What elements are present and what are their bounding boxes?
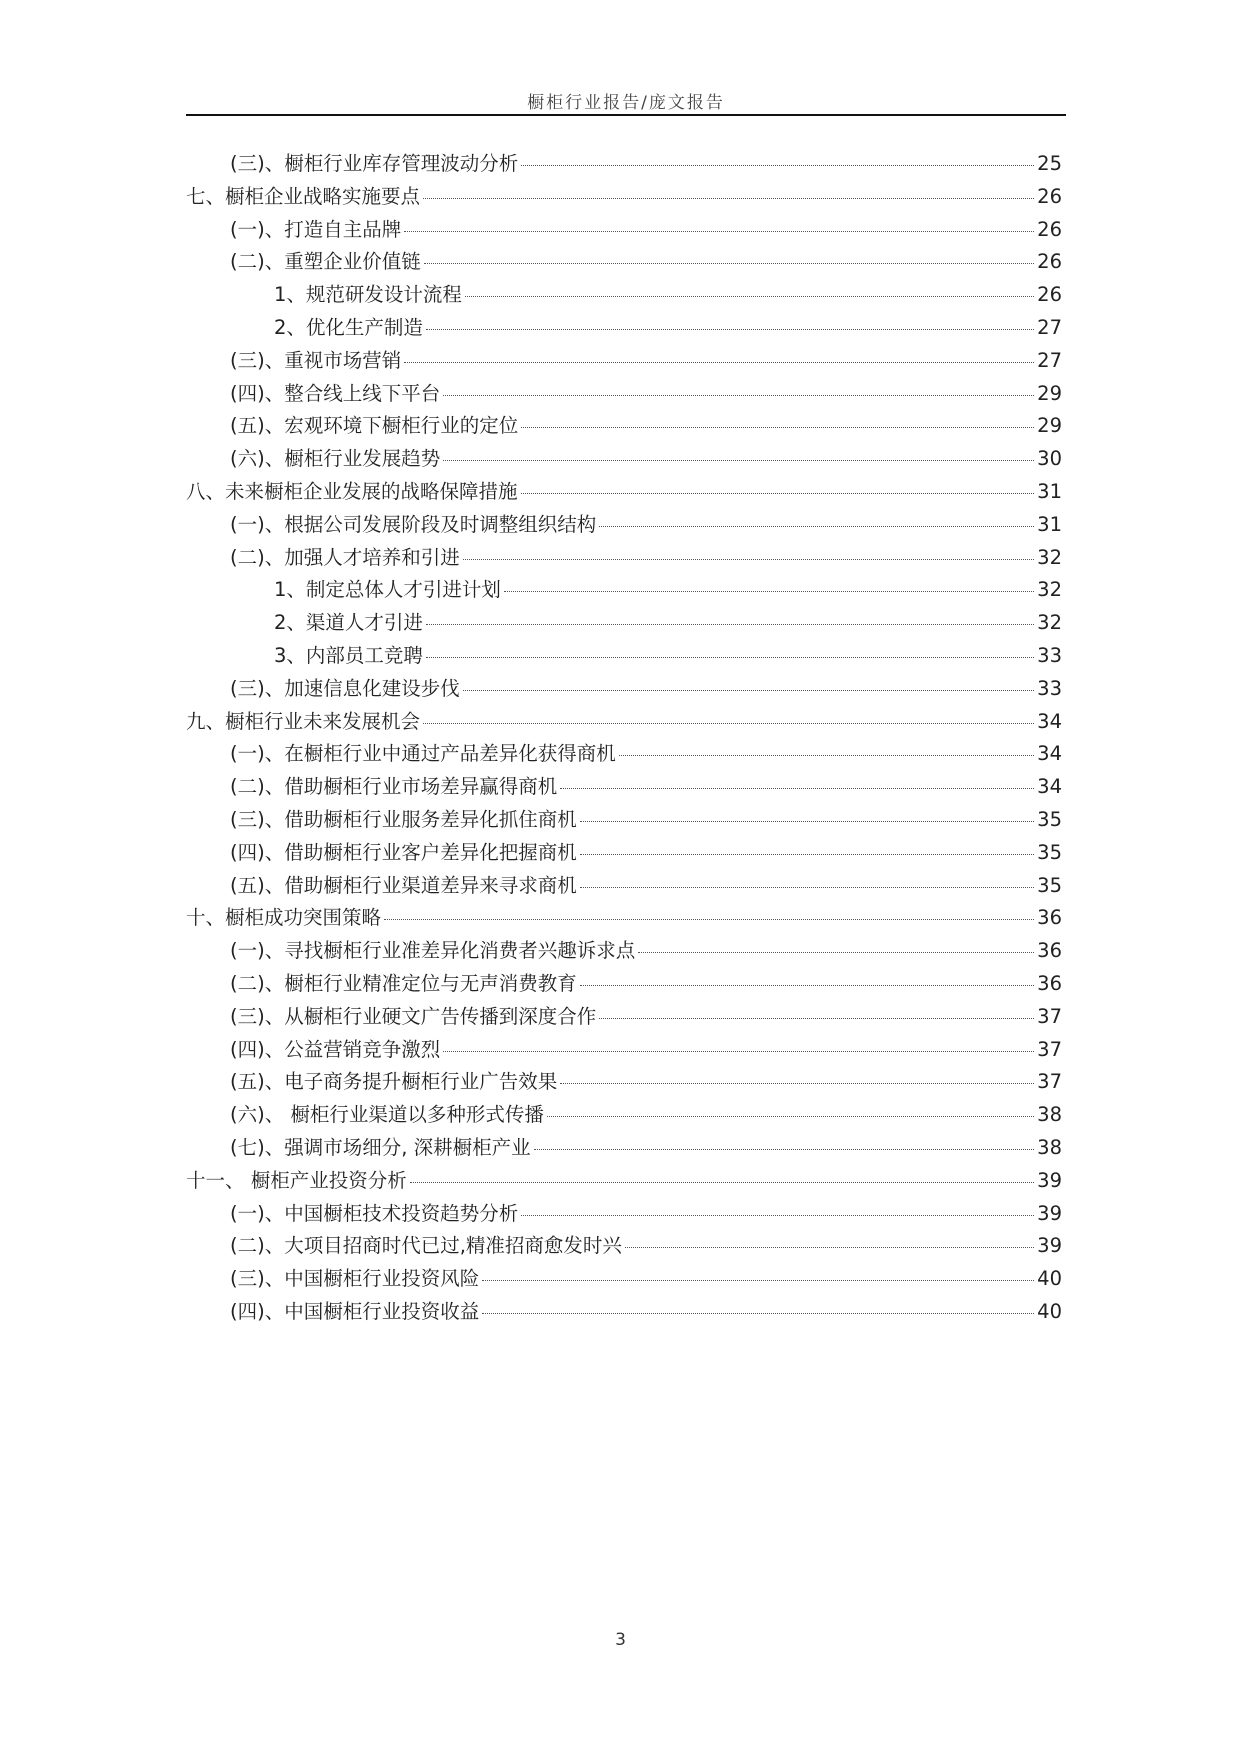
toc-leader-dots [463,689,1034,691]
toc-entry[interactable] [186,870,1062,903]
toc-leader-dots [404,361,1034,363]
toc-entry-label: (五)、借助橱柜行业渠道差异来寻求商机 [230,873,577,897]
toc-entry-page: 33 [1037,643,1062,667]
toc-entry-label: (三)、中国橱柜行业投资风险 [230,1267,480,1291]
toc-entry[interactable] [186,771,1062,804]
toc-leader-dots [619,754,1034,756]
toc-entry-page: 40 [1037,1267,1062,1291]
toc-entry[interactable] [186,574,1062,607]
toc-leader-dots [580,820,1034,822]
toc-entry-label: 十一、 橱柜产业投资分析 [186,1168,407,1192]
toc-entry-page: 35 [1037,840,1062,864]
toc-entry[interactable] [186,378,1062,411]
toc-entry[interactable] [186,1165,1062,1198]
toc-entry[interactable] [186,1066,1062,1099]
toc-entry-page: 32 [1037,545,1062,569]
toc-entry-page: 37 [1037,1070,1062,1094]
toc-leader-dots [404,230,1034,232]
toc-entry[interactable] [186,509,1062,542]
toc-entry-label: (五)、电子商务提升橱柜行业广告效果 [230,1070,558,1094]
toc-entry-label: (六)、橱柜行业发展趋势 [230,447,441,471]
toc-leader-dots [423,197,1034,199]
toc-entry-page: 34 [1037,742,1062,766]
toc-entry-page: 32 [1037,611,1062,635]
toc-entry-page: 27 [1037,315,1062,339]
toc-entry[interactable] [186,1230,1062,1263]
toc-entry[interactable] [186,738,1062,771]
toc-leader-dots [443,394,1034,396]
toc-entry[interactable] [186,902,1062,935]
toc-entry-label: 1、规范研发设计流程 [274,283,462,307]
toc-leader-dots [482,1279,1034,1281]
toc-entry-page: 39 [1037,1168,1062,1192]
toc-entry[interactable] [186,968,1062,1001]
toc-leader-dots [424,262,1034,264]
toc-entry-page: 31 [1037,512,1062,536]
toc-leader-dots [426,656,1034,658]
toc-leader-dots [521,426,1034,428]
toc-entry-label: (三)、橱柜行业库存管理波动分析 [230,152,519,175]
toc-leader-dots [443,1050,1034,1052]
toc-leader-dots [560,787,1034,789]
toc-entry-page: 26 [1037,217,1062,241]
toc-leader-dots [463,558,1034,560]
toc-leader-dots [580,984,1034,986]
toc-entry-label: (一)、寻找橱柜行业准差异化消费者兴趣诉求点 [230,939,636,963]
toc-entry[interactable] [186,214,1062,247]
page-number: 3 [615,1630,626,1650]
toc-entry-page: 32 [1037,578,1062,602]
toc-leader-dots [599,525,1034,527]
toc-entry-label: 2、优化生产制造 [274,315,423,339]
toc-entry-label: (四)、中国橱柜行业投资收益 [230,1299,480,1323]
toc-entry-page: 26 [1037,184,1062,208]
toc-entry-page: 39 [1037,1201,1062,1225]
toc-entry[interactable] [186,1099,1062,1132]
toc-entry-label: (六)、 橱柜行业渠道以多种形式传播 [230,1103,544,1127]
toc-entry[interactable] [186,673,1062,706]
toc-entry-page: 36 [1037,939,1062,963]
toc-entry[interactable] [186,1296,1062,1329]
toc-leader-dots [426,623,1034,625]
toc-entry[interactable] [186,837,1062,870]
toc-entry[interactable] [186,181,1062,214]
toc-entry-page: 36 [1037,971,1062,995]
toc-entry-page: 29 [1037,381,1062,405]
toc-entry[interactable] [186,935,1062,968]
toc-entry-page: 35 [1037,807,1062,831]
toc-entry-label: (一)、打造自主品牌 [230,217,402,241]
toc-entry-label: (三)、加速信息化建设步伐 [230,676,460,700]
header-divider [186,114,1066,116]
toc-entry-page: 26 [1037,250,1062,274]
toc-entry-label: (二)、重塑企业价值链 [230,250,421,274]
toc-entry-page: 36 [1037,906,1062,930]
toc-entry-label: (三)、借助橱柜行业服务差异化抓住商机 [230,807,577,831]
toc-leader-dots [423,722,1034,724]
toc-entry-label: 1、制定总体人才引进计划 [274,578,501,602]
toc-entry-label: (三)、从橱柜行业硬文广告传播到深度合作 [230,1004,597,1028]
toc-entry-label: 2、渠道人才引进 [274,611,423,635]
toc-leader-dots [410,1181,1034,1183]
toc-entry-page: 35 [1037,873,1062,897]
toc-entry-page: 26 [1037,283,1062,307]
toc-entry-label: 八、未来橱柜企业发展的战略保障措施 [186,479,518,503]
toc-leader-dots [560,1082,1034,1084]
toc-leader-dots [638,951,1034,953]
toc-entry[interactable] [186,542,1062,575]
toc-entry[interactable] [186,1034,1062,1067]
toc-entry-page: 29 [1037,414,1062,438]
toc-entry[interactable] [186,410,1062,443]
toc-entry-page: 38 [1037,1103,1062,1127]
toc-leader-dots [465,295,1034,297]
toc-entry-page: 25 [1037,152,1062,175]
toc-leader-dots [504,590,1034,592]
toc-entry[interactable] [186,148,1062,181]
toc-leader-dots [580,853,1034,855]
toc-leader-dots [426,328,1034,330]
toc-entry-page: 39 [1037,1234,1062,1258]
toc-entry-label: (四)、公益营销竞争激烈 [230,1037,441,1061]
toc-leader-dots [521,492,1035,494]
toc-entry-label: (七)、强调市场细分, 深耕橱柜产业 [230,1135,531,1159]
page-header-title: 橱柜行业报告/庞文报告 [527,93,725,113]
toc-entry-label: 十、橱柜成功突围策略 [186,906,382,930]
toc-entry-label: (五)、宏观环境下橱柜行业的定位 [230,414,519,438]
toc-entry-page: 34 [1037,709,1062,733]
toc-leader-dots [599,1017,1034,1019]
toc-entry-page: 33 [1037,676,1062,700]
toc-leader-dots [521,1214,1034,1216]
toc-entry[interactable] [186,706,1062,739]
toc-entry-label: (一)、中国橱柜技术投资趋势分析 [230,1201,519,1225]
toc-entry[interactable] [186,640,1062,673]
toc-entry-page: 34 [1037,775,1062,799]
toc-entry-page: 38 [1037,1135,1062,1159]
toc-entry[interactable] [186,345,1062,378]
toc-entry-label: (三)、重视市场营销 [230,348,402,372]
toc-entry[interactable] [186,1132,1062,1165]
toc-leader-dots [443,459,1034,461]
toc-entry-label: (二)、大项目招商时代已过,精准招商愈发时兴 [230,1234,622,1258]
toc-leader-dots [534,1148,1035,1150]
toc-entry-label: 九、橱柜行业未来发展机会 [186,709,421,733]
toc-leader-dots [384,918,1034,920]
toc-entry-label: (一)、在橱柜行业中通过产品差异化获得商机 [230,742,616,766]
toc-leader-dots [580,886,1034,888]
toc-entry[interactable] [186,279,1062,312]
toc-entry[interactable] [186,246,1062,279]
toc-leader-dots [547,1115,1034,1117]
toc-entry-label: (一)、根据公司发展阶段及时调整组织结构 [230,512,597,536]
toc-entry-label: 3、内部员工竞聘 [274,643,423,667]
toc-entry-label: (四)、借助橱柜行业客户差异化把握商机 [230,840,577,864]
table-of-contents [186,148,1062,1329]
toc-entry-page: 27 [1037,348,1062,372]
toc-entry[interactable] [186,607,1062,640]
toc-entry-label: (二)、借助橱柜行业市场差异赢得商机 [230,775,558,799]
toc-entry[interactable] [186,804,1062,837]
toc-entry[interactable] [186,312,1062,345]
toc-entry-page: 31 [1037,479,1062,503]
toc-entry-page: 37 [1037,1037,1062,1061]
toc-entry[interactable] [186,1001,1062,1034]
toc-entry[interactable] [186,1263,1062,1296]
toc-entry-page: 30 [1037,447,1062,471]
toc-entry-label: (二)、橱柜行业精准定位与无声消费教育 [230,971,577,995]
toc-entry[interactable] [186,476,1062,509]
toc-entry-page: 37 [1037,1004,1062,1028]
toc-leader-dots [625,1246,1034,1248]
toc-entry-page: 40 [1037,1299,1062,1323]
toc-leader-dots [482,1312,1034,1314]
toc-entry-label: 七、橱柜企业战略实施要点 [186,184,421,208]
toc-leader-dots [521,164,1034,166]
toc-entry[interactable] [186,443,1062,476]
toc-entry-label: (二)、加强人才培养和引进 [230,545,460,569]
toc-entry[interactable] [186,1198,1062,1231]
toc-entry-label: (四)、整合线上线下平台 [230,381,441,405]
